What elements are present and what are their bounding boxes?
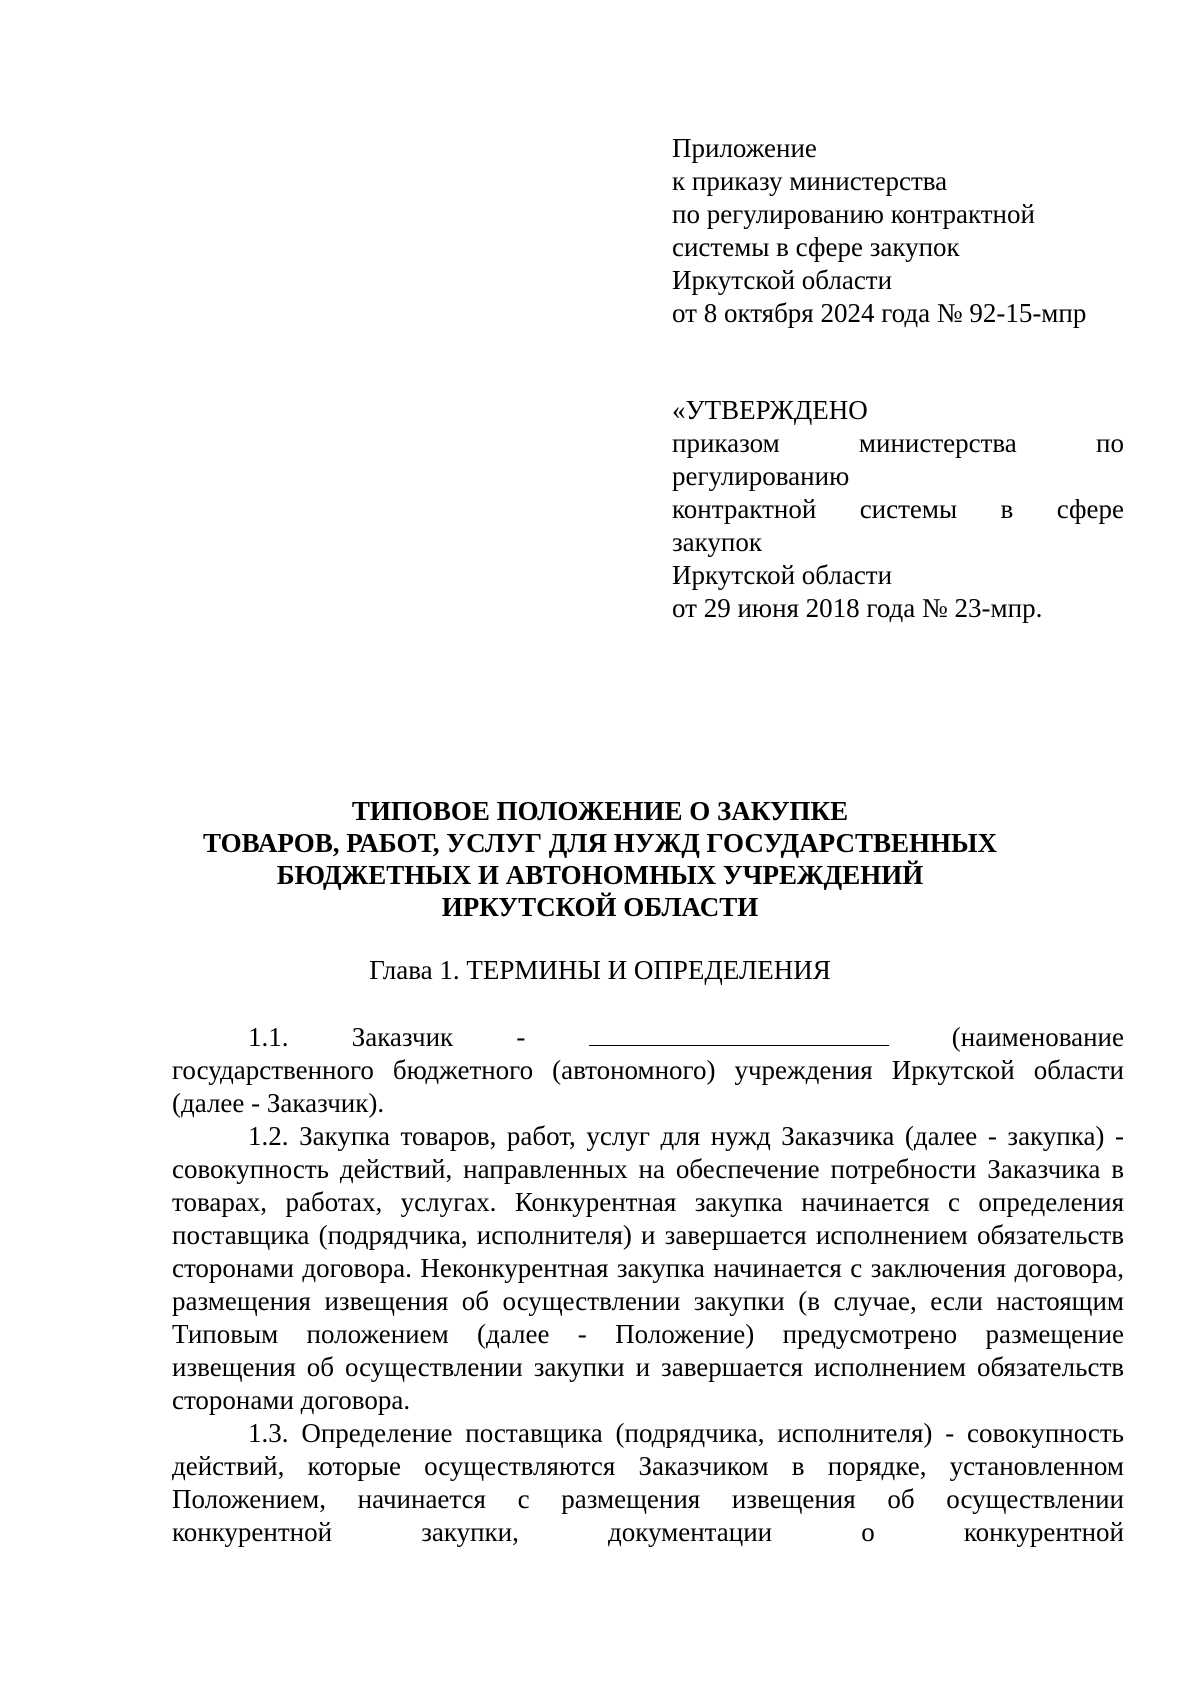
approval-word: системы — [859, 494, 958, 524]
approval-word: министерства — [858, 428, 1017, 458]
approval-word: сфере — [1056, 494, 1124, 524]
clause-number: 1.1. — [248, 1022, 289, 1052]
approval-word: по — [1096, 428, 1124, 458]
title-line: ТОВАРОВ, РАБОТ, УСЛУГ ДЛЯ НУЖД ГОСУДАРСТВЕННЫХ — [202, 828, 998, 858]
document-body — [172, 1021, 1124, 1549]
title-line: ИРКУТСКОЙ ОБЛАСТИ — [441, 892, 759, 922]
approval-line: Иркутской области — [672, 560, 893, 590]
clause-dash: - — [516, 1022, 526, 1052]
approval-line: от 29 июня 2018 года № 23-мпр. — [672, 593, 1043, 623]
appendix-line: Приложение — [672, 133, 817, 163]
clause-1-2: 1.2. Закупка товаров, работ, услуг для нужд Заказчика (далее - закупка) - совокупность действий, направленных на обеспечение потребности Заказчика в товарах, работах, услугах. Конкурентная закупка начинается с определения поставщика (подрядчика, исполнителя) и завершается исполнением обязательств сторонами договора. Неконкурентная закупка начинается с заключения договора, размещения извещения об осуществлении закупки (в случае, если настоящим Типовым положением (далее - Положение) предусмотрено размещение извещения об осуществлении закупки и завершается исполнением обязательств сторонами договора. — [172, 1121, 1124, 1415]
appendix-line: от 8 октября 2024 года № 92-15-мпр — [672, 298, 1087, 328]
clause-1-1 — [172, 1021, 1124, 1120]
approval-word: в — [1000, 494, 1014, 524]
appendix-line: системы в сфере закупок — [672, 232, 960, 262]
approval-line — [672, 427, 1124, 460]
approval-word: приказом — [672, 428, 780, 458]
approval-word: контрактной — [672, 494, 817, 524]
approval-heading: «УТВЕРЖДЕНО — [672, 395, 868, 425]
title-line: БЮДЖЕТНЫХ И АВТОНОМНЫХ УЧРЕЖДЕНИЙ — [276, 860, 924, 890]
approval-block — [672, 394, 1124, 625]
clause-text: государственного бюджетного (автономного) учреждения Иркутской области (далее - Заказчик). — [172, 1055, 1124, 1118]
approval-line: закупок — [672, 527, 762, 557]
document-title — [0, 795, 1200, 923]
chapter-heading: Глава 1. ТЕРМИНЫ И ОПРЕДЕЛЕНИЯ — [369, 955, 831, 985]
appendix-line: по регулированию контрактной — [672, 199, 1035, 229]
clause-note: (наименование — [951, 1022, 1124, 1052]
title-line: ТИПОВОЕ ПОЛОЖЕНИЕ О ЗАКУПКЕ — [351, 796, 849, 826]
approval-line: регулированию — [672, 461, 850, 491]
clause-term: Заказчик — [351, 1022, 454, 1052]
appendix-line: Иркутской области — [672, 265, 893, 295]
approval-line — [672, 493, 1124, 526]
appendix-block — [672, 132, 1086, 330]
clause-1-3: 1.3. Определение поставщика (подрядчика, исполнителя) - совокупность действий, которые осуществляются Заказчиком в порядке, установленном Положением, начинается с размещения извещения об осуществлении конкурентной закупки, документации о конкурентной — [172, 1418, 1124, 1547]
blank-line — [589, 1023, 889, 1046]
appendix-line: к приказу министерства — [672, 166, 948, 196]
